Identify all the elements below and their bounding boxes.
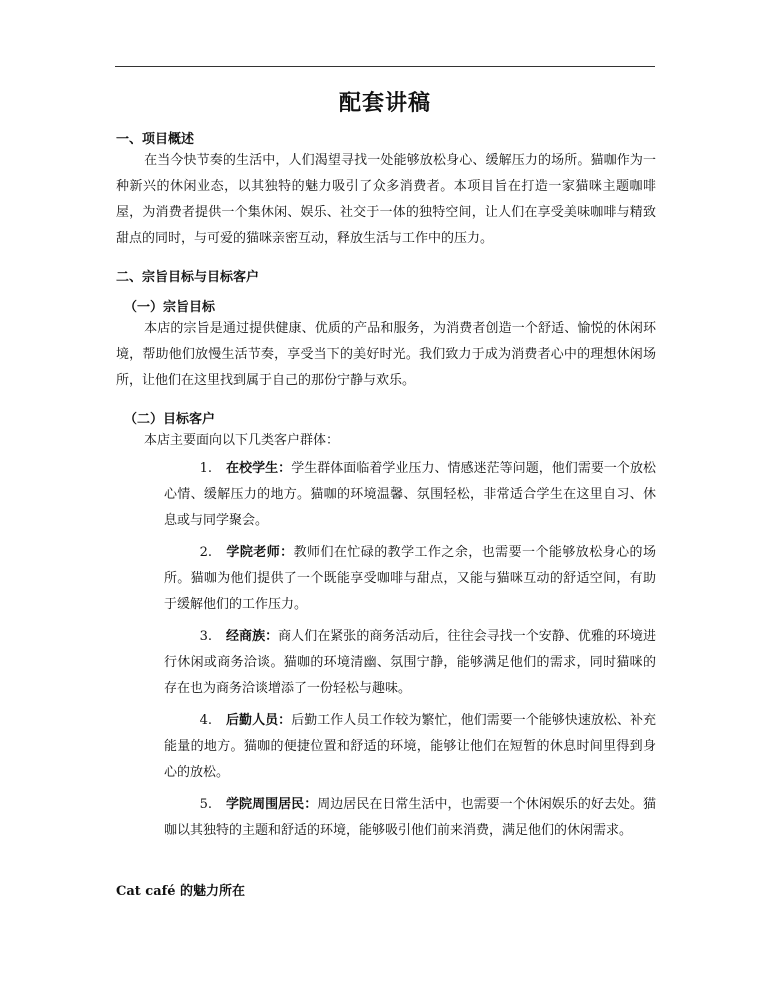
list-item-text: 周边居民在日常生活中，也需要一个休闲娱乐的好去处。猫咖以其独特的主题和舒适的环境，能够吸引他们前来消费，满足他们的休闲需求。	[164, 797, 656, 838]
customers-intro-text: 本店主要面向以下几类客户群体：	[144, 433, 340, 448]
document-title: 配套讲稿	[338, 90, 431, 116]
section-heading-overview: 一、项目概述	[116, 132, 195, 147]
list-item-number: 3.	[199, 629, 212, 644]
overview-paragraph	[116, 148, 656, 252]
mission-paragraph-text: 本店的宗旨是通过提供健康、优质的产品和服务，为消费者创造一个舒适、愉悦的休闲环境，帮助他们放慢生活节奏，享受当下的美好时光。我们致力于成为消费者心中的理想休闲场所，让他们在这里找到属于自己的那份宁静与欢乐。	[116, 321, 656, 388]
list-item-text: 后勤工作人员工作较为繁忙，他们需要一个能够快速放松、补充能量的地方。猫咖的便捷位置和舒适的环境，能够让他们在短暂的休息时间里得到身心的放松。	[164, 713, 656, 780]
section-heading-goals: 二、宗旨目标与目标客户	[116, 270, 260, 285]
list-item	[164, 456, 656, 534]
list-item-term: 后勤人员：	[226, 713, 292, 728]
list-item	[164, 792, 656, 844]
list-item-term: 学院周围居民：	[226, 797, 318, 812]
overview-paragraph-text: 在当今快节奏的生活中，人们渴望寻找一处能够放松身心、缓解压力的场所。猫咖作为一种新兴的休闲业态，以其独特的魅力吸引了众多消费者。本项目旨在打造一家猫咪主题咖啡屋，为消费者提供一个集休闲、娱乐、社交于一体的独特空间，让人们在享受美味咖啡与精致甜点的同时，与可爱的猫咪亲密互动，释放生活与工作中的压力。	[116, 153, 656, 246]
list-item-text: 教师们在忙碌的教学工作之余，也需要一个能够放松身心的场所。猫咖为他们提供了一个既能享受咖啡与甜点，又能与猫咪互动的舒适空间，有助于缓解他们的工作压力。	[164, 545, 656, 612]
mission-paragraph	[116, 316, 656, 394]
list-item-term: 经商族：	[226, 629, 279, 644]
section-heading-cat-cafe: Cat café 的魅力所在	[116, 884, 246, 899]
customers-intro	[116, 428, 656, 454]
header-rule	[115, 66, 655, 67]
subheading-mission: （一）宗旨目标	[124, 300, 216, 315]
list-item-number: 2.	[199, 545, 212, 560]
list-item-text: 学生群体面临着学业压力、情感迷茫等问题，他们需要一个放松心情、缓解压力的地方。猫咖的环境温馨、氛围轻松，非常适合学生在这里自习、休息或与同学聚会。	[164, 461, 656, 528]
list-item	[164, 540, 656, 618]
list-item-number: 4.	[199, 713, 212, 728]
list-item-text: 商人们在紧张的商务活动后，往往会寻找一个安静、优雅的环境进行休闲或商务洽谈。猫咖的环境清幽、氛围宁静，能够满足他们的需求，同时猫咪的存在也为商务洽谈增添了一份轻松与趣味。	[164, 629, 656, 696]
subheading-target-customers: （二）目标客户	[124, 412, 216, 427]
list-item-number: 1.	[199, 461, 212, 476]
list-item-number: 5.	[199, 797, 212, 812]
list-item	[164, 708, 656, 786]
list-item-term: 学院老师：	[226, 545, 294, 560]
list-item-term: 在校学生：	[226, 461, 292, 476]
list-item	[164, 624, 656, 702]
